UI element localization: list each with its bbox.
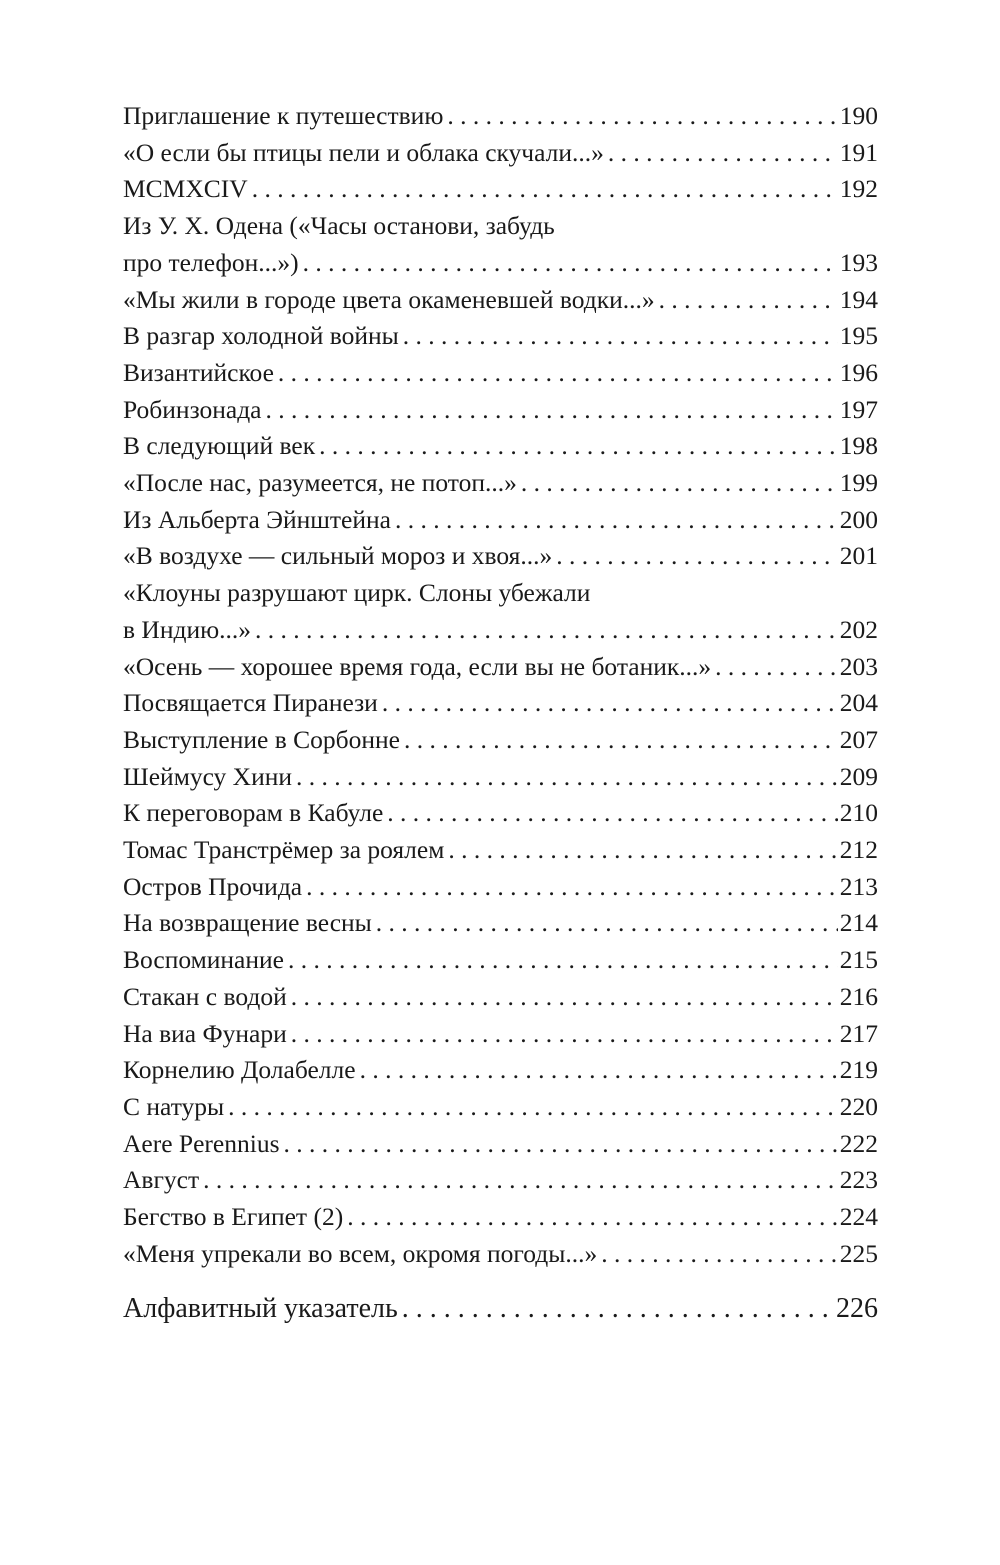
dot-leader: [299, 245, 838, 282]
toc-row: [123, 979, 878, 1016]
toc-entry-page: 220: [839, 1091, 878, 1121]
toc-entry-title: Византийское: [123, 357, 274, 387]
toc-entry-page: 219: [839, 1055, 878, 1085]
toc-entry-title: Робинзонада: [123, 394, 262, 424]
dot-leader: [383, 795, 837, 832]
toc-entry-title: Воспоминание: [123, 945, 284, 975]
toc-entry-page: 213: [839, 871, 878, 901]
toc-row: [123, 685, 878, 722]
toc-row: [123, 355, 878, 392]
toc-entry-page: 223: [839, 1165, 878, 1195]
toc-entry[interactable]: [123, 1016, 878, 1053]
toc-row: [123, 869, 878, 906]
dot-leader: [302, 869, 838, 906]
toc-entry-page: 209: [839, 761, 878, 791]
toc-entry-page: 214: [839, 908, 878, 938]
toc-entry[interactable]: [123, 869, 878, 906]
toc-entry-page: 203: [839, 651, 878, 681]
toc-entry-title-line1: Из У. Х. Одена («Часы останови, забудь: [123, 211, 555, 241]
toc-entry[interactable]: [123, 392, 878, 429]
toc-row: [123, 465, 878, 502]
toc-entry-title: «После нас, разумеется, не потоп...»: [123, 468, 517, 498]
toc-entry[interactable]: [123, 1199, 878, 1236]
toc-entry[interactable]: [123, 795, 878, 832]
toc-row: [123, 722, 878, 759]
toc-entry-page: 192: [839, 174, 878, 204]
table-of-contents: [123, 98, 878, 1329]
dot-leader: [315, 428, 838, 465]
toc-entry-page: 226: [836, 1292, 878, 1324]
toc-row: [123, 135, 878, 172]
dot-leader: [248, 171, 838, 208]
dot-leader: [224, 1089, 838, 1126]
toc-entry-page: 194: [839, 284, 878, 314]
toc-row: [123, 502, 878, 539]
toc-entry-title: «Мы жили в городе цвета окаменевшей водки...»: [123, 284, 655, 314]
toc-row: [123, 905, 878, 942]
toc-row: [123, 318, 878, 355]
dot-leader: [356, 1052, 838, 1089]
dot-leader: [517, 465, 838, 502]
toc-entry-page: 191: [839, 137, 878, 167]
toc-index-entry[interactable]: [123, 1289, 878, 1329]
toc-row: [123, 392, 878, 429]
toc-entry-title: Посвящается Пиранези: [123, 688, 378, 718]
dot-leader: [391, 502, 838, 539]
toc-entry-title: «Меня упрекали во всем, окромя погоды...»: [123, 1238, 598, 1268]
toc-row: [123, 1016, 878, 1053]
toc-entry-page: 222: [839, 1128, 878, 1158]
dot-leader: [292, 759, 838, 796]
toc-entry-title: Август: [123, 1165, 200, 1195]
toc-entry-page: 204: [839, 688, 878, 718]
toc-entry-page: 199: [839, 468, 878, 498]
toc-entry[interactable]: [123, 1126, 878, 1163]
toc-entry-page: 202: [839, 614, 878, 644]
toc-entry[interactable]: [123, 282, 878, 319]
toc-entry[interactable]: [123, 722, 878, 759]
toc-row: [123, 98, 878, 135]
toc-entry-page: 212: [839, 835, 878, 865]
toc-entry-title: «О если бы птицы пели и облака скучали...»: [123, 137, 604, 167]
toc-entry-title: В следующий век: [123, 431, 316, 461]
toc-entry[interactable]: [123, 979, 878, 1016]
dot-leader: [597, 1236, 838, 1273]
toc-entries: [123, 98, 878, 1273]
toc-row: [123, 649, 878, 686]
toc-entry-title: MCMXCIV: [123, 174, 248, 204]
dot-leader: [604, 135, 838, 172]
toc-entry-page: 217: [839, 1018, 878, 1048]
toc-entry[interactable]: [123, 1236, 878, 1273]
toc-row: [123, 245, 878, 282]
toc-row: [123, 282, 878, 319]
toc-entry-title: Корнелию Долабелле: [123, 1055, 356, 1085]
toc-entry-page: 195: [839, 321, 878, 351]
toc-entry[interactable]: [123, 135, 878, 172]
toc-row: [123, 612, 878, 649]
toc-entry[interactable]: [123, 685, 878, 722]
dot-leader: [378, 685, 838, 722]
toc-entry[interactable]: [123, 649, 878, 686]
dot-leader: [711, 649, 838, 686]
toc-entry-page: 200: [839, 504, 878, 534]
toc-row: [123, 942, 878, 979]
toc-entry-title: Шеймусу Хини: [123, 761, 293, 791]
toc-row: [123, 1199, 878, 1236]
toc-entry-title: «В воздухе — сильный мороз и хвоя...»: [123, 541, 553, 571]
toc-entry[interactable]: [123, 575, 878, 648]
toc-entry[interactable]: [123, 832, 878, 869]
dot-leader: [444, 832, 837, 869]
dot-leader: [372, 905, 838, 942]
toc-entry-page: 196: [839, 357, 878, 387]
dot-leader: [443, 98, 837, 135]
toc-entry-title: Приглашение к путешествию: [123, 101, 444, 130]
dot-leader: [343, 1199, 838, 1236]
toc-entry[interactable]: [123, 98, 878, 135]
toc-entry[interactable]: [123, 208, 878, 281]
toc-entry-page: 198: [839, 431, 878, 461]
toc-entry-title: Выступление в Сорбонне: [123, 724, 400, 754]
toc-entry-page: 225: [839, 1238, 878, 1268]
dot-leader: [280, 1126, 838, 1163]
toc-entry-page: 197: [839, 394, 878, 424]
toc-entry[interactable]: [123, 759, 878, 796]
toc-entry-title: С натуры: [123, 1091, 225, 1121]
toc-entry-page: 224: [839, 1202, 878, 1232]
toc-row: [123, 1289, 878, 1329]
dot-leader: [287, 1016, 838, 1053]
toc-entry-title: На виа Фунари: [123, 1018, 287, 1048]
toc-entry-page: 190: [839, 101, 878, 130]
toc-entry-page: 207: [839, 724, 878, 754]
toc-entry[interactable]: [123, 1052, 878, 1089]
dot-leader: [251, 612, 838, 649]
toc-entry-title: в Индию...»: [123, 614, 252, 644]
toc-entry-title: Из Альберта Эйнштейна: [123, 504, 391, 534]
dot-leader: [399, 318, 838, 355]
toc-entry-page: 193: [839, 247, 878, 277]
toc-row: [123, 428, 878, 465]
toc-entry[interactable]: [123, 1089, 878, 1126]
dot-leader: [655, 282, 838, 319]
toc-entry-title: Стакан с водой: [123, 981, 287, 1011]
toc-entry-title: Томас Транстрёмер за роялем: [123, 835, 445, 865]
toc-row: [123, 1052, 878, 1089]
toc-entry-title-line1: «Клоуны разрушают цирк. Слоны убежали: [123, 578, 591, 608]
toc-entry-title: Бегство в Египет (2): [123, 1202, 344, 1232]
toc-entry[interactable]: [123, 502, 878, 539]
toc-entry-title: К переговорам в Кабуле: [123, 798, 384, 828]
dot-leader: [199, 1162, 838, 1199]
toc-entry-title: Остров Прочида: [123, 871, 303, 901]
toc-entry[interactable]: [123, 428, 878, 465]
toc-row: [123, 795, 878, 832]
dot-leader: [400, 722, 838, 759]
toc-entry-page: 210: [839, 798, 878, 828]
toc-entry-page: 216: [839, 981, 878, 1011]
toc-row: [123, 1236, 878, 1273]
dot-leader: [284, 942, 838, 979]
toc-entry-title: «Осень — хорошее время года, если вы не ботаник...»: [123, 651, 712, 681]
toc-row: [123, 832, 878, 869]
toc-row: [123, 1126, 878, 1163]
toc-entry[interactable]: [123, 905, 878, 942]
toc-entry-title: На возвращение весны: [123, 908, 372, 938]
dot-leader: [262, 392, 838, 429]
toc-entry[interactable]: [123, 538, 878, 575]
dot-leader: [552, 538, 838, 575]
toc-row: [123, 759, 878, 796]
toc-entry[interactable]: [123, 465, 878, 502]
toc-entry-title: В разгар холодной войны: [123, 321, 399, 351]
dot-leader: [398, 1289, 834, 1329]
toc-row: [123, 538, 878, 575]
dot-leader: [287, 979, 838, 1016]
toc-entry[interactable]: [123, 318, 878, 355]
toc-entry[interactable]: [123, 1162, 878, 1199]
dot-leader: [274, 355, 838, 392]
toc-row: [123, 1162, 878, 1199]
toc-entry[interactable]: [123, 171, 878, 208]
toc-entry-title: про телефон...»): [123, 247, 299, 277]
toc-entry-title: Алфавитный указатель: [123, 1292, 398, 1324]
toc-entry-page: 215: [839, 945, 878, 975]
toc-entry-title: Aere Perennius: [123, 1128, 280, 1158]
toc-entry[interactable]: [123, 355, 878, 392]
toc-entry-page: 201: [839, 541, 878, 571]
toc-row: [123, 171, 878, 208]
toc-entry[interactable]: [123, 942, 878, 979]
toc-row: [123, 1089, 878, 1126]
